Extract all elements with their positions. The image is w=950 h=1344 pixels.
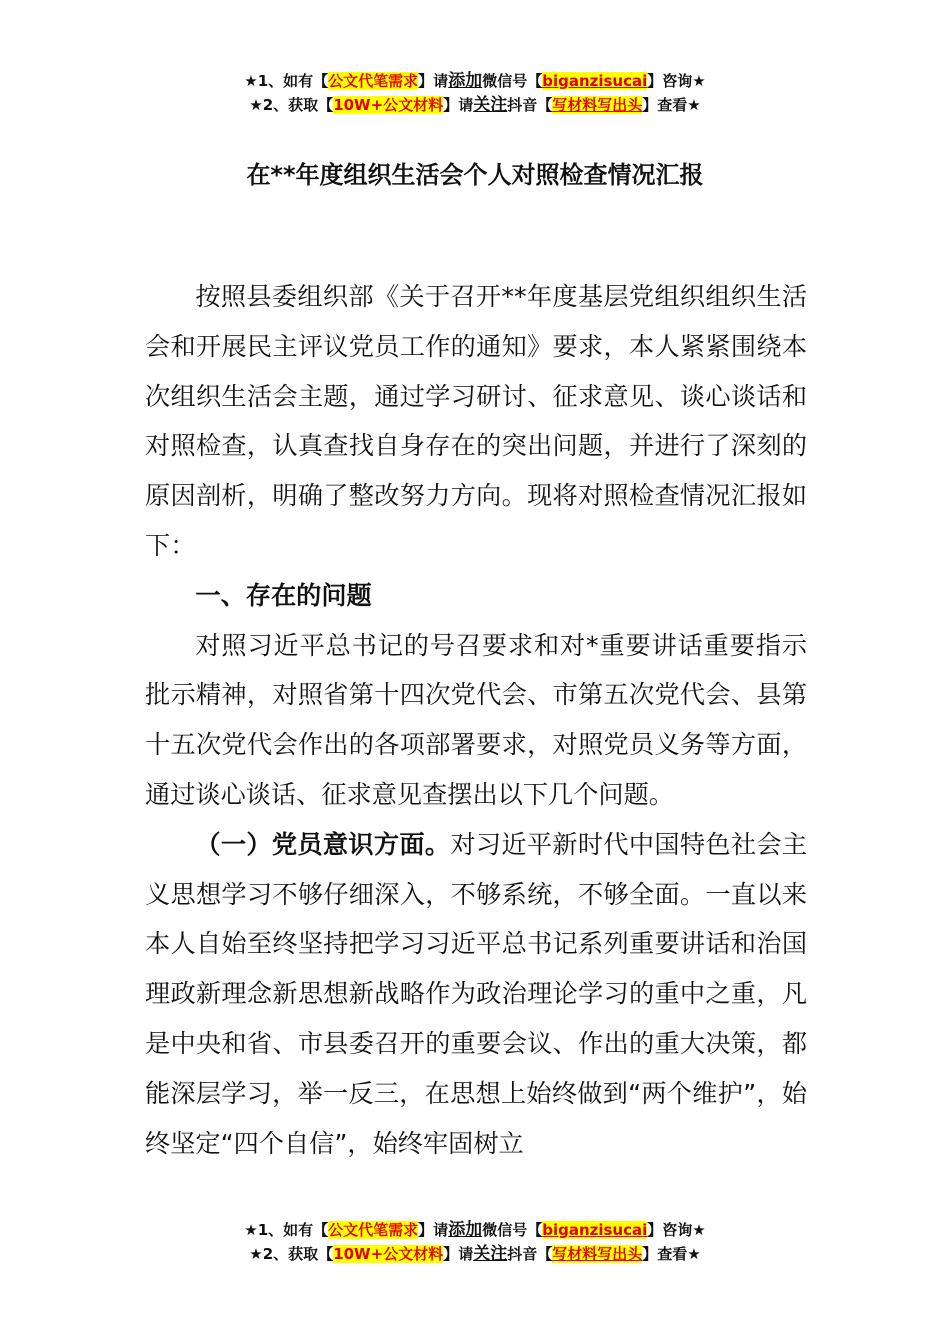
text: 】查看★ xyxy=(642,96,701,114)
text: 】查看★ xyxy=(642,1245,701,1263)
wechat-id: biganzisucai xyxy=(542,1221,648,1239)
highlight: 公文代笔需求 xyxy=(328,1221,419,1239)
highlight: 10W+公文材料 xyxy=(333,96,444,114)
douyin-id: 写材料写出头 xyxy=(552,1245,643,1263)
promo-line-1 xyxy=(0,1218,950,1242)
subheading: （一）党员意识方面。 xyxy=(195,829,451,859)
emphasis: 添加 xyxy=(448,1220,483,1240)
emphasis: 关注 xyxy=(473,95,508,115)
page-title: 在**年度组织生活会个人对照检查情况汇报 xyxy=(246,161,704,189)
paragraph-text: 对习近平新时代中国特色社会主义思想学习不够仔细深入，不够系统，不够全面。一直以来本人自始至终坚持把学习习近平总书记系列重要讲话和治国理政新理念新思想新战略作为政治理论学习的重中之重，凡是中央和省、市县委召开的重要会议、作出的重大决策，都能深层学习，举一反三，在思想上始终做到“两个维护”，始终坚定“四个自信”，始终牢固树立 xyxy=(145,829,808,1158)
text: 抖音【 xyxy=(507,1245,553,1263)
text: ★2、获取【 xyxy=(249,1245,334,1263)
text: 】请 xyxy=(443,1245,474,1263)
wechat-id: biganzisucai xyxy=(542,72,648,90)
text: 抖音【 xyxy=(507,96,553,114)
paragraph: 对照习近平总书记的号召要求和对*重要讲话重要指示批示精神，对照省第十四次党代会、市第五次党代会、县第十五次党代会作出的各项部署要求，对照党员义务等方面，通过谈心谈话、征求意见查摆出以下几个问题。 xyxy=(145,630,807,809)
text: 微信号【 xyxy=(482,72,543,90)
text: 】咨询★ xyxy=(647,1221,706,1239)
document-body xyxy=(145,272,807,1168)
promo-line-2 xyxy=(0,93,950,117)
highlight: 公文代笔需求 xyxy=(328,72,419,90)
text: 】咨询★ xyxy=(647,72,706,90)
emphasis: 添加 xyxy=(448,71,483,91)
promo-line-2 xyxy=(0,1242,950,1266)
text: 】请 xyxy=(418,1221,449,1239)
promo-banner-top xyxy=(0,69,950,117)
highlight: 10W+公文材料 xyxy=(333,1245,444,1263)
text: ★1、如有【 xyxy=(244,1221,329,1239)
text: 微信号【 xyxy=(482,1221,543,1239)
text: 】请 xyxy=(418,72,449,90)
emphasis: 关注 xyxy=(473,1244,508,1264)
section-heading: 一、存在的问题 xyxy=(195,580,372,610)
promo-banner-bottom xyxy=(0,1218,950,1266)
promo-line-1 xyxy=(0,69,950,93)
text: ★2、获取【 xyxy=(249,96,334,114)
douyin-id: 写材料写出头 xyxy=(552,96,643,114)
text: 】请 xyxy=(443,96,474,114)
text: ★1、如有【 xyxy=(244,72,329,90)
paragraph xyxy=(145,820,807,1169)
paragraph: 按照县委组织部《关于召开**年度基层党组织组织生活会和开展民主评议党员工作的通知》要求，本人紧紧围绕本次组织生活会主题，通过学习研讨、征求意见、谈心谈话和对照检查，认真查找自身存在的突出问题，并进行了深刻的原因剖析，明确了整改努力方向。现将对照检查情况汇报如下： xyxy=(145,282,807,560)
